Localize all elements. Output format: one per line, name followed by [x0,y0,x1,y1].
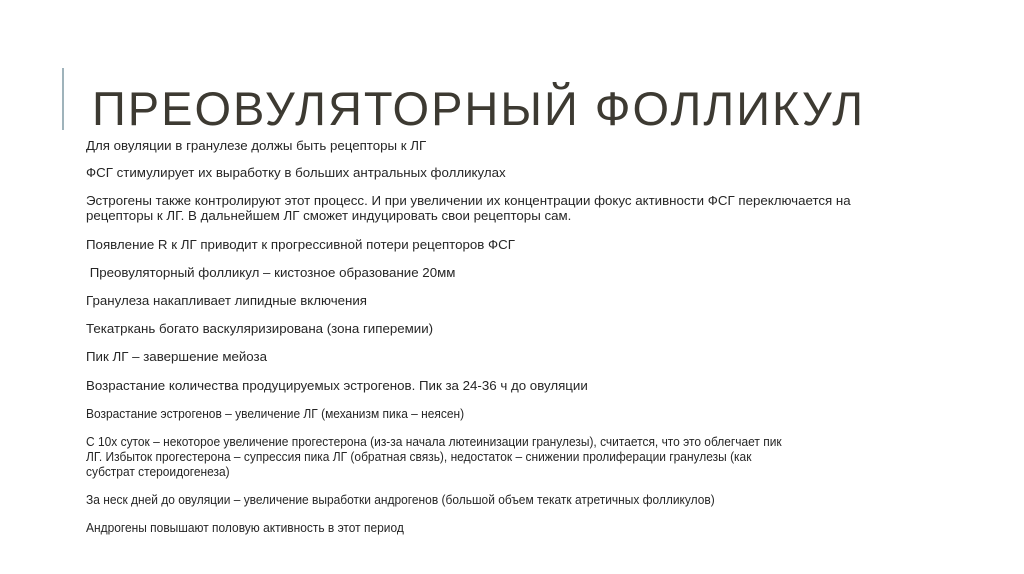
paragraph-line: Пик ЛГ – завершение мейоза [86,349,268,364]
paragraph-line: Преовуляторный фолликул – кистозное образование 20мм [86,265,456,280]
paragraph [86,434,782,479]
paragraph [86,492,715,507]
paragraph-line: С 10х суток – некоторое увеличение прогестерона (из-за начала лютеинизации гранулезы), считается, что это облегчает пик [86,434,782,449]
paragraph-line: Для овуляции в гранулезе должы быть рецепторы к ЛГ [86,138,427,153]
paragraph-line: Андрогены повышают половую активность в этот период [86,520,404,535]
paragraph [86,406,464,421]
paragraph [86,349,267,364]
paragraph-line: Гранулеза накапливает липидные включения [86,293,367,308]
paragraph-line: рецепторы к ЛГ. В дальнейшем ЛГ сможет индуцировать свои рецепторы сам. [86,208,572,223]
paragraph [86,193,851,223]
paragraph [86,321,433,336]
paragraph [86,520,404,535]
paragraph-line: За неск дней до овуляции – увеличение выработки андрогенов (большой объем текатк атретичных фолликулов) [86,492,715,507]
paragraph [86,138,426,153]
paragraph-line: ЛГ. Избыток прогестерона – супрессия пика ЛГ (обратная связь), недостаток – снижении пролиферации гранулезы (как [86,449,752,464]
paragraph [86,378,588,393]
paragraph-line: Текатркань богато васкуляризирована (зона гиперемии) [86,321,434,336]
paragraph-line: ФСГ стимулирует их выработку в больших антральных фолликулах [86,165,506,180]
paragraph-line: Появление R к ЛГ приводит к прогрессивной потери рецепторов ФСГ [86,237,515,252]
paragraph-line: субстрат стероидогенеза) [86,464,230,479]
accent-line [62,68,64,130]
paragraph-line: Возрастание эстрогенов – увеличение ЛГ (механизм пика – неясен) [86,406,465,421]
paragraph [86,237,515,252]
paragraph [86,293,367,308]
paragraph [86,265,455,280]
paragraph-line: Возрастание количества продуцируемых эстрогенов. Пик за 24-36 ч до овуляции [86,378,588,393]
paragraph-line: Эстрогены также контролируют этот процесс. И при увеличении их концентрации фокус активности ФСГ переключается на [86,193,851,208]
slide-title: ПРЕОВУЛЯТОРНЫЙ ФОЛЛИКУЛ [92,82,866,135]
paragraph [86,165,506,180]
